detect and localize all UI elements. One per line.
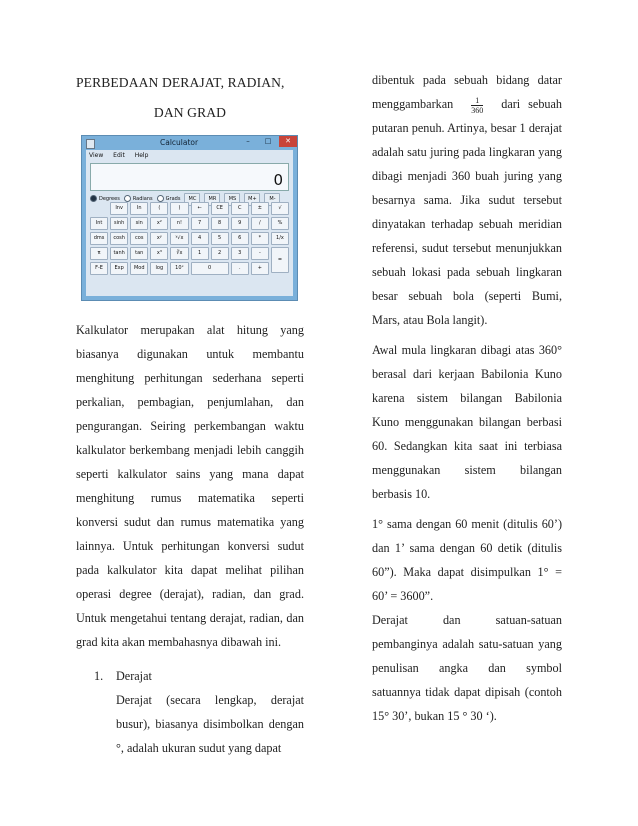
calculator-keypad — [90, 202, 289, 275]
mode-radians[interactable]: Radians — [124, 193, 153, 205]
calculator-display — [90, 163, 289, 191]
calc-key[interactable]: ( — [150, 202, 168, 215]
fraction-denominator: 360 — [471, 105, 484, 115]
mode-grads[interactable]: Grads — [157, 193, 181, 205]
list-text: Derajat (secara lengkap, derajat busur), biasanya disimbolkan dengan °, adalah ukuran sudut yang dapat — [116, 693, 304, 755]
calc-key[interactable]: . — [231, 262, 249, 275]
calc-key[interactable]: 2 — [211, 247, 229, 260]
menu-help[interactable]: Help — [134, 152, 149, 159]
calc-key[interactable]: * — [251, 232, 269, 245]
title-line-1: PERBEDAAN DERAJAT, RADIAN, — [76, 75, 285, 90]
calc-key[interactable]: % — [271, 217, 289, 230]
fraction-numerator: 1 — [471, 96, 483, 106]
radio-icon — [157, 195, 164, 202]
menu-edit[interactable]: Edit — [113, 152, 125, 159]
display-value: 0 — [273, 171, 283, 189]
p1-before: dibentuk pada sebuah bidang datar menggambarkan — [372, 73, 562, 111]
mode-degrees[interactable]: Degrees — [90, 193, 120, 205]
calculator-menu — [86, 150, 293, 161]
calculator-screenshot — [81, 135, 298, 301]
document-title — [76, 68, 304, 128]
calc-key[interactable]: Int — [90, 217, 108, 230]
menu-view[interactable]: View — [89, 152, 104, 159]
calculator-titlebar — [82, 136, 297, 150]
calc-key[interactable]: sin — [130, 217, 148, 230]
calc-key[interactable]: ← — [191, 202, 209, 215]
p1-after: dari sebuah putaran penuh. Artinya, besar 1 derajat adalah satu juring pada lingkaran yang dibagi menjadi 360 buah juring yang besarnya sama. Jika sudut tersebut dinyatakan terhadap sebuah meridian referensi, sudut tersebut menunjukkan sebuah lokasi pada sebuah lingkaran besar sebuah bola (seperti Bumi, Mars, atau Bola langit). — [372, 97, 563, 327]
calc-key[interactable]: ∛x — [170, 247, 188, 260]
calc-key[interactable]: sinh — [110, 217, 128, 230]
calc-key[interactable]: 8 — [211, 217, 229, 230]
calc-key[interactable]: - — [251, 247, 269, 260]
calc-key[interactable]: 6 — [231, 232, 249, 245]
key-mc[interactable]: MC — [184, 193, 200, 206]
calc-key[interactable]: 10ˣ — [170, 262, 188, 275]
right-paragraph-1 — [372, 68, 562, 332]
calc-key[interactable]: 9 — [231, 217, 249, 230]
calc-key[interactable]: 4 — [191, 232, 209, 245]
calc-key[interactable]: ± — [251, 202, 269, 215]
calc-key[interactable]: ) — [170, 202, 188, 215]
close-button[interactable]: ✕ — [279, 136, 297, 147]
intro-paragraph: Kalkulator merupakan alat hitung yang biasanya digunakan untuk membantu menghitung perhitungan sederhana seperti perkalian, pembagian, penjumlahan, dan pengurangan. Seiring perkembangan waktu kalkulator berkembang menjadi lebih canggih seperti kalkulator sains yang mana dapat menghitung rumus matematika seperti konversi sudut dan rumus matematika yang lainnya. Untuk perhitungan konversi sudut pada kalkulator kita dapat melihat pilihan operasi degree (derajat), radian, dan grad. Untuk mengetahui tentang derajat, radian, dan grad kita akan membahasnya dibawah ini. — [76, 323, 304, 649]
list-title: Derajat — [116, 669, 152, 683]
calc-key[interactable]: tanh — [110, 247, 128, 260]
right-paragraph-2: Awal mula lingkaran dibagi atas 360° berasal dari kerjaan Babilonia Kuno karena sistem bilangan Babilonia Kuno menggunakan bilangan berbasi 60. Sedangkan kita saat ini terbiasa menggunakan sistem bilangan berbasis 10. — [372, 343, 562, 501]
calc-key[interactable]: 3 — [231, 247, 249, 260]
calc-key[interactable]: / — [251, 217, 269, 230]
calc-key[interactable]: log — [150, 262, 168, 275]
calc-key[interactable]: cosh — [110, 232, 128, 245]
calc-key[interactable]: xʸ — [150, 232, 168, 245]
calc-key[interactable]: 5 — [211, 232, 229, 245]
calculator-body — [86, 150, 293, 296]
calc-key[interactable]: dms — [90, 232, 108, 245]
calc-key[interactable]: Mod — [130, 262, 148, 275]
left-body — [76, 318, 304, 760]
calc-key[interactable]: Exp — [110, 262, 128, 275]
calc-key[interactable]: π — [90, 247, 108, 260]
calc-key[interactable]: x³ — [150, 247, 168, 260]
definition-list — [76, 664, 304, 760]
calc-key[interactable]: 1 — [191, 247, 209, 260]
calc-key[interactable]: In — [130, 202, 148, 215]
calc-key[interactable]: cos — [130, 232, 148, 245]
key-ms[interactable]: MS — [224, 193, 240, 206]
calculator-app-icon — [86, 139, 95, 149]
key-blank — [90, 202, 108, 215]
title-line-2: DAN GRAD — [153, 105, 227, 120]
maximize-button[interactable]: □ — [264, 137, 272, 145]
calculator-window-title: Calculator — [160, 138, 199, 147]
calc-key[interactable]: C — [231, 202, 249, 215]
fraction — [471, 96, 483, 115]
key-m-plus[interactable]: M+ — [244, 193, 260, 206]
minimize-button[interactable]: – — [246, 137, 250, 145]
right-paragraph-3: 1° sama dengan 60 menit (ditulis 60’) dan 1’ sama dengan 60 detik (ditulis 60”). Maka dapat disimpulkan 1° = 60’ = 3600”. — [372, 517, 562, 603]
list-number: 1. — [94, 669, 104, 683]
calc-key[interactable]: = — [271, 247, 289, 273]
calc-key[interactable]: F-E — [90, 262, 108, 275]
list-item — [76, 664, 304, 760]
right-column — [372, 68, 562, 728]
calc-key[interactable]: Inv — [110, 202, 128, 215]
calc-key[interactable]: 1/x — [271, 232, 289, 245]
calc-key[interactable]: ʸ√x — [170, 232, 188, 245]
calc-key[interactable]: √ — [271, 202, 289, 215]
radio-selected-icon — [90, 195, 97, 202]
key-mr[interactable]: MR — [204, 193, 220, 206]
radio-icon — [124, 195, 131, 202]
calc-key[interactable]: x² — [150, 217, 168, 230]
key-m-minus[interactable]: M- — [264, 193, 280, 206]
calc-key[interactable]: n! — [170, 217, 188, 230]
calc-key[interactable]: 0 — [191, 262, 229, 275]
right-paragraph-4: Derajat dan satuan-satuan pembanginya adalah satu-satuan yang penulisan angka dan symbol satuannya tidak dapat dipisah (contoh 15° 30’, bukan 15 ° 30 ‘). — [372, 613, 562, 723]
calc-key[interactable]: tan — [130, 247, 148, 260]
left-column — [76, 68, 304, 128]
calc-key[interactable]: 7 — [191, 217, 209, 230]
calc-key[interactable]: CE — [211, 202, 229, 215]
calc-key[interactable]: + — [251, 262, 269, 275]
